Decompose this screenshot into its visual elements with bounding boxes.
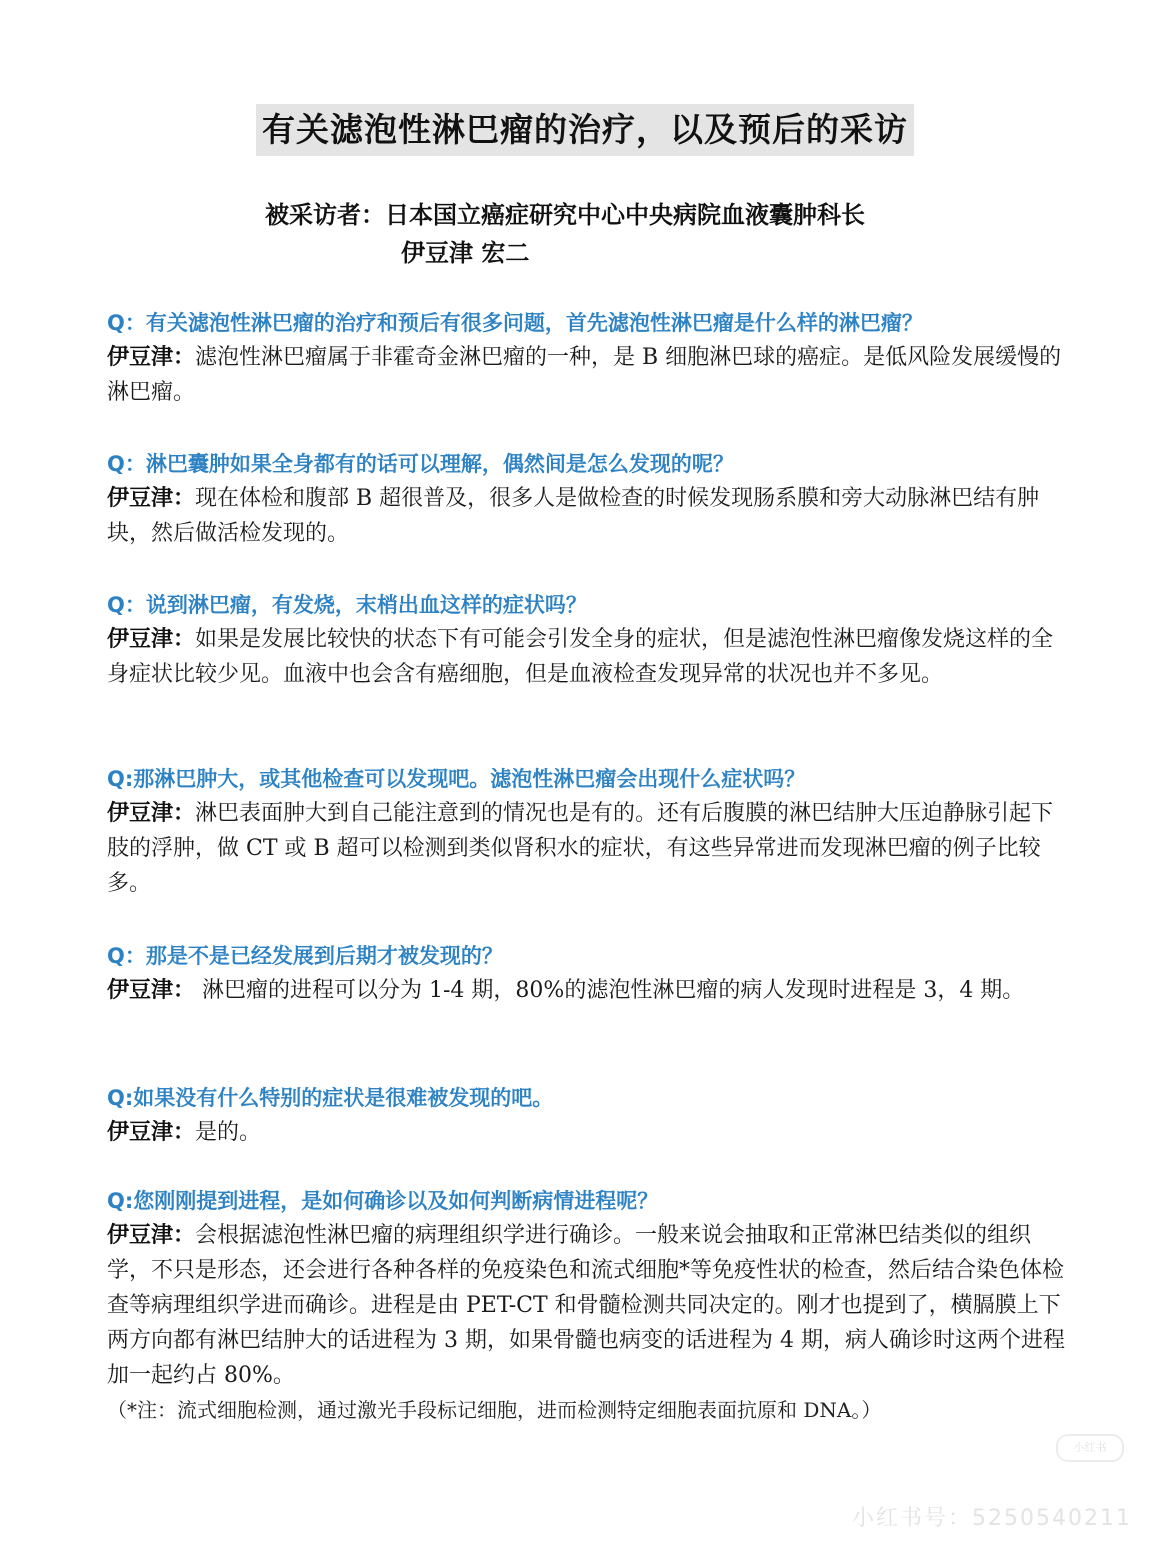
- speaker-label: 伊豆津：: [107, 801, 196, 826]
- speaker-label: 伊豆津：: [107, 978, 196, 1003]
- qa-block-2: [107, 447, 1072, 551]
- qa-block-5: [107, 939, 1072, 1008]
- answer-6: [107, 1115, 1072, 1150]
- speaker-label: 伊豆津：: [107, 627, 196, 652]
- qa-block-3: [107, 588, 1072, 692]
- page-title: 有关滤泡性淋巴瘤的治疗，以及预后的采访: [256, 104, 914, 156]
- answer-7: [107, 1218, 1072, 1393]
- question-2: Q：淋巴囊肿如果全身都有的话可以理解，偶然间是怎么发现的呢？: [107, 452, 734, 476]
- footnote: （*注：流式细胞检测，通过激光手段标记细胞，进而检测特定细胞表面抗原和 DNA。）: [107, 1398, 882, 1422]
- qa-block-6: [107, 1081, 1072, 1150]
- interviewee-line-1: 被采访者：日本国立癌症研究中心中央病院血液囊肿科长: [265, 201, 865, 229]
- watermark-logo: 小红书: [1056, 1434, 1124, 1462]
- watermark-text: 小红书号：5250540211: [852, 1506, 1132, 1531]
- interviewee-info: [265, 196, 865, 272]
- question-6: Q:如果没有什么特别的症状是很难被发现的吧。: [107, 1086, 554, 1110]
- question-4: Q:那淋巴肿大，或其他检查可以发现吧。滤泡性淋巴瘤会出现什么症状吗？: [107, 767, 806, 791]
- answer-text: 淋巴瘤的进程可以分为 1-4 期，80%的滤泡性淋巴瘤的病人发现时进程是 3，4 期。: [195, 978, 1025, 1003]
- question-1: Q：有关滤泡性淋巴瘤的治疗和预后有很多问题，首先滤泡性淋巴瘤是什么样的淋巴瘤？: [107, 311, 923, 335]
- question-3: Q：说到淋巴瘤，有发烧，末梢出血这样的症状吗？: [107, 593, 587, 617]
- speaker-label: 伊豆津：: [107, 345, 196, 370]
- answer-text: 现在体检和腹部 B 超很普及，很多人是做检查的时候发现肠系膜和旁大动脉淋巴结有肿块，然后做活检发现的。: [107, 486, 1040, 546]
- question-5: Q：那是不是已经发展到后期才被发现的？: [107, 944, 503, 968]
- answer-text: 是的。: [195, 1120, 262, 1145]
- speaker-label: 伊豆津：: [107, 1223, 196, 1248]
- qa-block-4: [107, 762, 1072, 901]
- answer-text: 会根据滤泡性淋巴瘤的病理组织学进行确诊。一般来说会抽取和正常淋巴结类似的组织学，不只是形态，还会进行各种各样的免疫染色和流式细胞*等免疫性状的检查，然后结合染色体检查等病理组织学进而确诊。进程是由 PET-CT 和骨髓检测共同决定的。刚才也提到了，横膈膜上下两方向都有淋巴结肿大的话进程为 3 期，如果骨髓也病变的话进程为 4 期，病人确诊时这两个进程加一起约占 80%。: [107, 1223, 1065, 1388]
- answer-4: [107, 796, 1072, 901]
- answer-5: [107, 973, 1072, 1008]
- speaker-label: 伊豆津：: [107, 486, 196, 511]
- answer-1: [107, 340, 1072, 410]
- speaker-label: 伊豆津：: [107, 1120, 196, 1145]
- answer-2: [107, 481, 1072, 551]
- question-7: Q:您刚刚提到进程，是如何确诊以及如何判断病情进程呢？: [107, 1189, 659, 1213]
- answer-text: 如果是发展比较快的状态下有可能会引发全身的症状，但是滤泡性淋巴瘤像发烧这样的全身症状比较少见。血液中也会含有癌细胞，但是血液检查发现异常的状况也并不多见。: [107, 627, 1054, 687]
- answer-3: [107, 622, 1072, 692]
- interviewee-name: 伊豆津 宏二: [401, 239, 530, 267]
- answer-text: 滤泡性淋巴瘤属于非霍奇金淋巴瘤的一种，是 B 细胞淋巴球的癌症。是低风险发展缓慢的淋巴瘤。: [107, 345, 1062, 405]
- qa-block-1: [107, 306, 1072, 410]
- title-wrapper: [0, 104, 1170, 156]
- answer-text: 淋巴表面肿大到自己能注意到的情况也是有的。还有后腹膜的淋巴结肿大压迫静脉引起下肢的浮肿，做 CT 或 B 超可以检测到类似肾积水的症状，有这些异常进而发现淋巴瘤的例子比较多。: [107, 801, 1054, 896]
- qa-block-7: [107, 1184, 1072, 1427]
